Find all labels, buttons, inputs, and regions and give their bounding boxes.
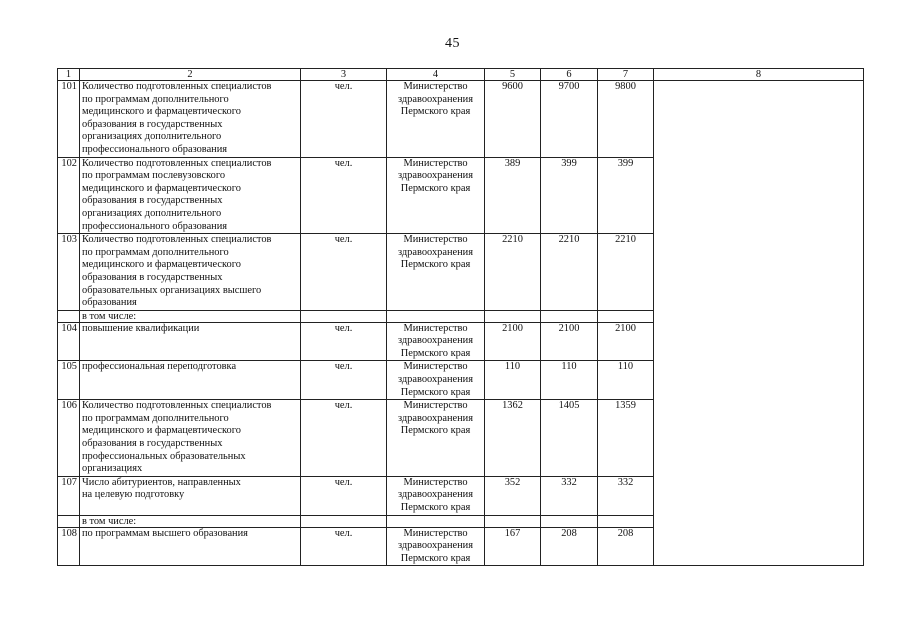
value-col-6: 399 xyxy=(541,157,598,234)
unit-cell: чел. xyxy=(301,527,387,566)
row-number: 106 xyxy=(58,400,80,477)
responsible-cell xyxy=(387,515,485,527)
value-col-7: 110 xyxy=(598,361,654,400)
value-col-5: 110 xyxy=(485,361,541,400)
responsible-cell: Министерство здравоохранения Пермского края xyxy=(387,81,485,158)
value-cell xyxy=(485,310,541,322)
column-header: 1 xyxy=(58,69,80,81)
indicator-name: Количество подготовленных специалистов по программам дополнительного медицинского и фармацевтического образования в государственных организациях дополнительного профессионального образования xyxy=(80,81,301,158)
unit-cell: чел. xyxy=(301,400,387,477)
row-number: 102 xyxy=(58,157,80,234)
value-col-6: 332 xyxy=(541,476,598,515)
indicator-name: Число абитуриентов, направленных на целевую подготовку xyxy=(80,476,301,515)
value-col-6: 2100 xyxy=(541,322,598,361)
responsible-cell xyxy=(387,310,485,322)
note-column-cell xyxy=(654,81,864,566)
value-col-5: 389 xyxy=(485,157,541,234)
value-col-7: 9800 xyxy=(598,81,654,158)
responsible-cell: Министерство здравоохранения Пермского края xyxy=(387,476,485,515)
column-header: 5 xyxy=(485,69,541,81)
page-number: 45 xyxy=(445,36,460,51)
value-col-5: 167 xyxy=(485,527,541,566)
unit-cell: чел. xyxy=(301,322,387,361)
value-col-6: 2210 xyxy=(541,234,598,311)
row-number: 101 xyxy=(58,81,80,158)
responsible-cell: Министерство здравоохранения Пермского края xyxy=(387,234,485,311)
indicators-table xyxy=(57,68,864,566)
value-col-7: 208 xyxy=(598,527,654,566)
responsible-cell: Министерство здравоохранения Пермского края xyxy=(387,361,485,400)
column-header: 2 xyxy=(80,69,301,81)
value-col-6: 208 xyxy=(541,527,598,566)
value-col-6: 1405 xyxy=(541,400,598,477)
column-header: 6 xyxy=(541,69,598,81)
subheading-label: в том числе: xyxy=(80,310,301,322)
unit-cell: чел. xyxy=(301,476,387,515)
unit-cell: чел. xyxy=(301,81,387,158)
value-cell xyxy=(598,310,654,322)
row-number xyxy=(58,310,80,322)
table-row xyxy=(58,81,864,158)
indicator-name: Количество подготовленных специалистов по программам дополнительного медицинского и фармацевтического образования в государственных образовательных организациях высшего образования xyxy=(80,234,301,311)
value-cell xyxy=(485,515,541,527)
value-col-5: 9600 xyxy=(485,81,541,158)
indicator-name: повышение квалификации xyxy=(80,322,301,361)
responsible-cell: Министерство здравоохранения Пермского края xyxy=(387,157,485,234)
unit-cell xyxy=(301,310,387,322)
responsible-cell: Министерство здравоохранения Пермского края xyxy=(387,400,485,477)
row-number: 108 xyxy=(58,527,80,566)
value-col-7: 1359 xyxy=(598,400,654,477)
value-col-5: 1362 xyxy=(485,400,541,477)
value-cell xyxy=(541,515,598,527)
value-col-5: 2100 xyxy=(485,322,541,361)
indicator-name: профессиональная переподготовка xyxy=(80,361,301,400)
value-cell xyxy=(541,310,598,322)
value-col-7: 332 xyxy=(598,476,654,515)
indicator-name: Количество подготовленных специалистов по программам послевузовского медицинского и фармацевтического образования в государственных организациях дополнительного профессионального образования xyxy=(80,157,301,234)
unit-cell: чел. xyxy=(301,361,387,400)
value-col-6: 110 xyxy=(541,361,598,400)
value-cell xyxy=(598,515,654,527)
column-header: 8 xyxy=(654,69,864,81)
column-header: 3 xyxy=(301,69,387,81)
value-col-7: 399 xyxy=(598,157,654,234)
value-col-7: 2210 xyxy=(598,234,654,311)
subheading-label: в том числе: xyxy=(80,515,301,527)
row-number: 104 xyxy=(58,322,80,361)
responsible-cell: Министерство здравоохранения Пермского края xyxy=(387,322,485,361)
value-col-5: 352 xyxy=(485,476,541,515)
indicator-name: Количество подготовленных специалистов по программам дополнительного медицинского и фармацевтического образования в государственных профессиональных образовательных организациях xyxy=(80,400,301,477)
value-col-6: 9700 xyxy=(541,81,598,158)
row-number xyxy=(58,515,80,527)
row-number: 105 xyxy=(58,361,80,400)
unit-cell: чел. xyxy=(301,157,387,234)
value-col-7: 2100 xyxy=(598,322,654,361)
unit-cell xyxy=(301,515,387,527)
responsible-cell: Министерство здравоохранения Пермского края xyxy=(387,527,485,566)
column-header: 4 xyxy=(387,69,485,81)
indicator-name: по программам высшего образования xyxy=(80,527,301,566)
table-header-row xyxy=(58,69,864,81)
value-col-5: 2210 xyxy=(485,234,541,311)
column-header: 7 xyxy=(598,69,654,81)
unit-cell: чел. xyxy=(301,234,387,311)
row-number: 107 xyxy=(58,476,80,515)
row-number: 103 xyxy=(58,234,80,311)
